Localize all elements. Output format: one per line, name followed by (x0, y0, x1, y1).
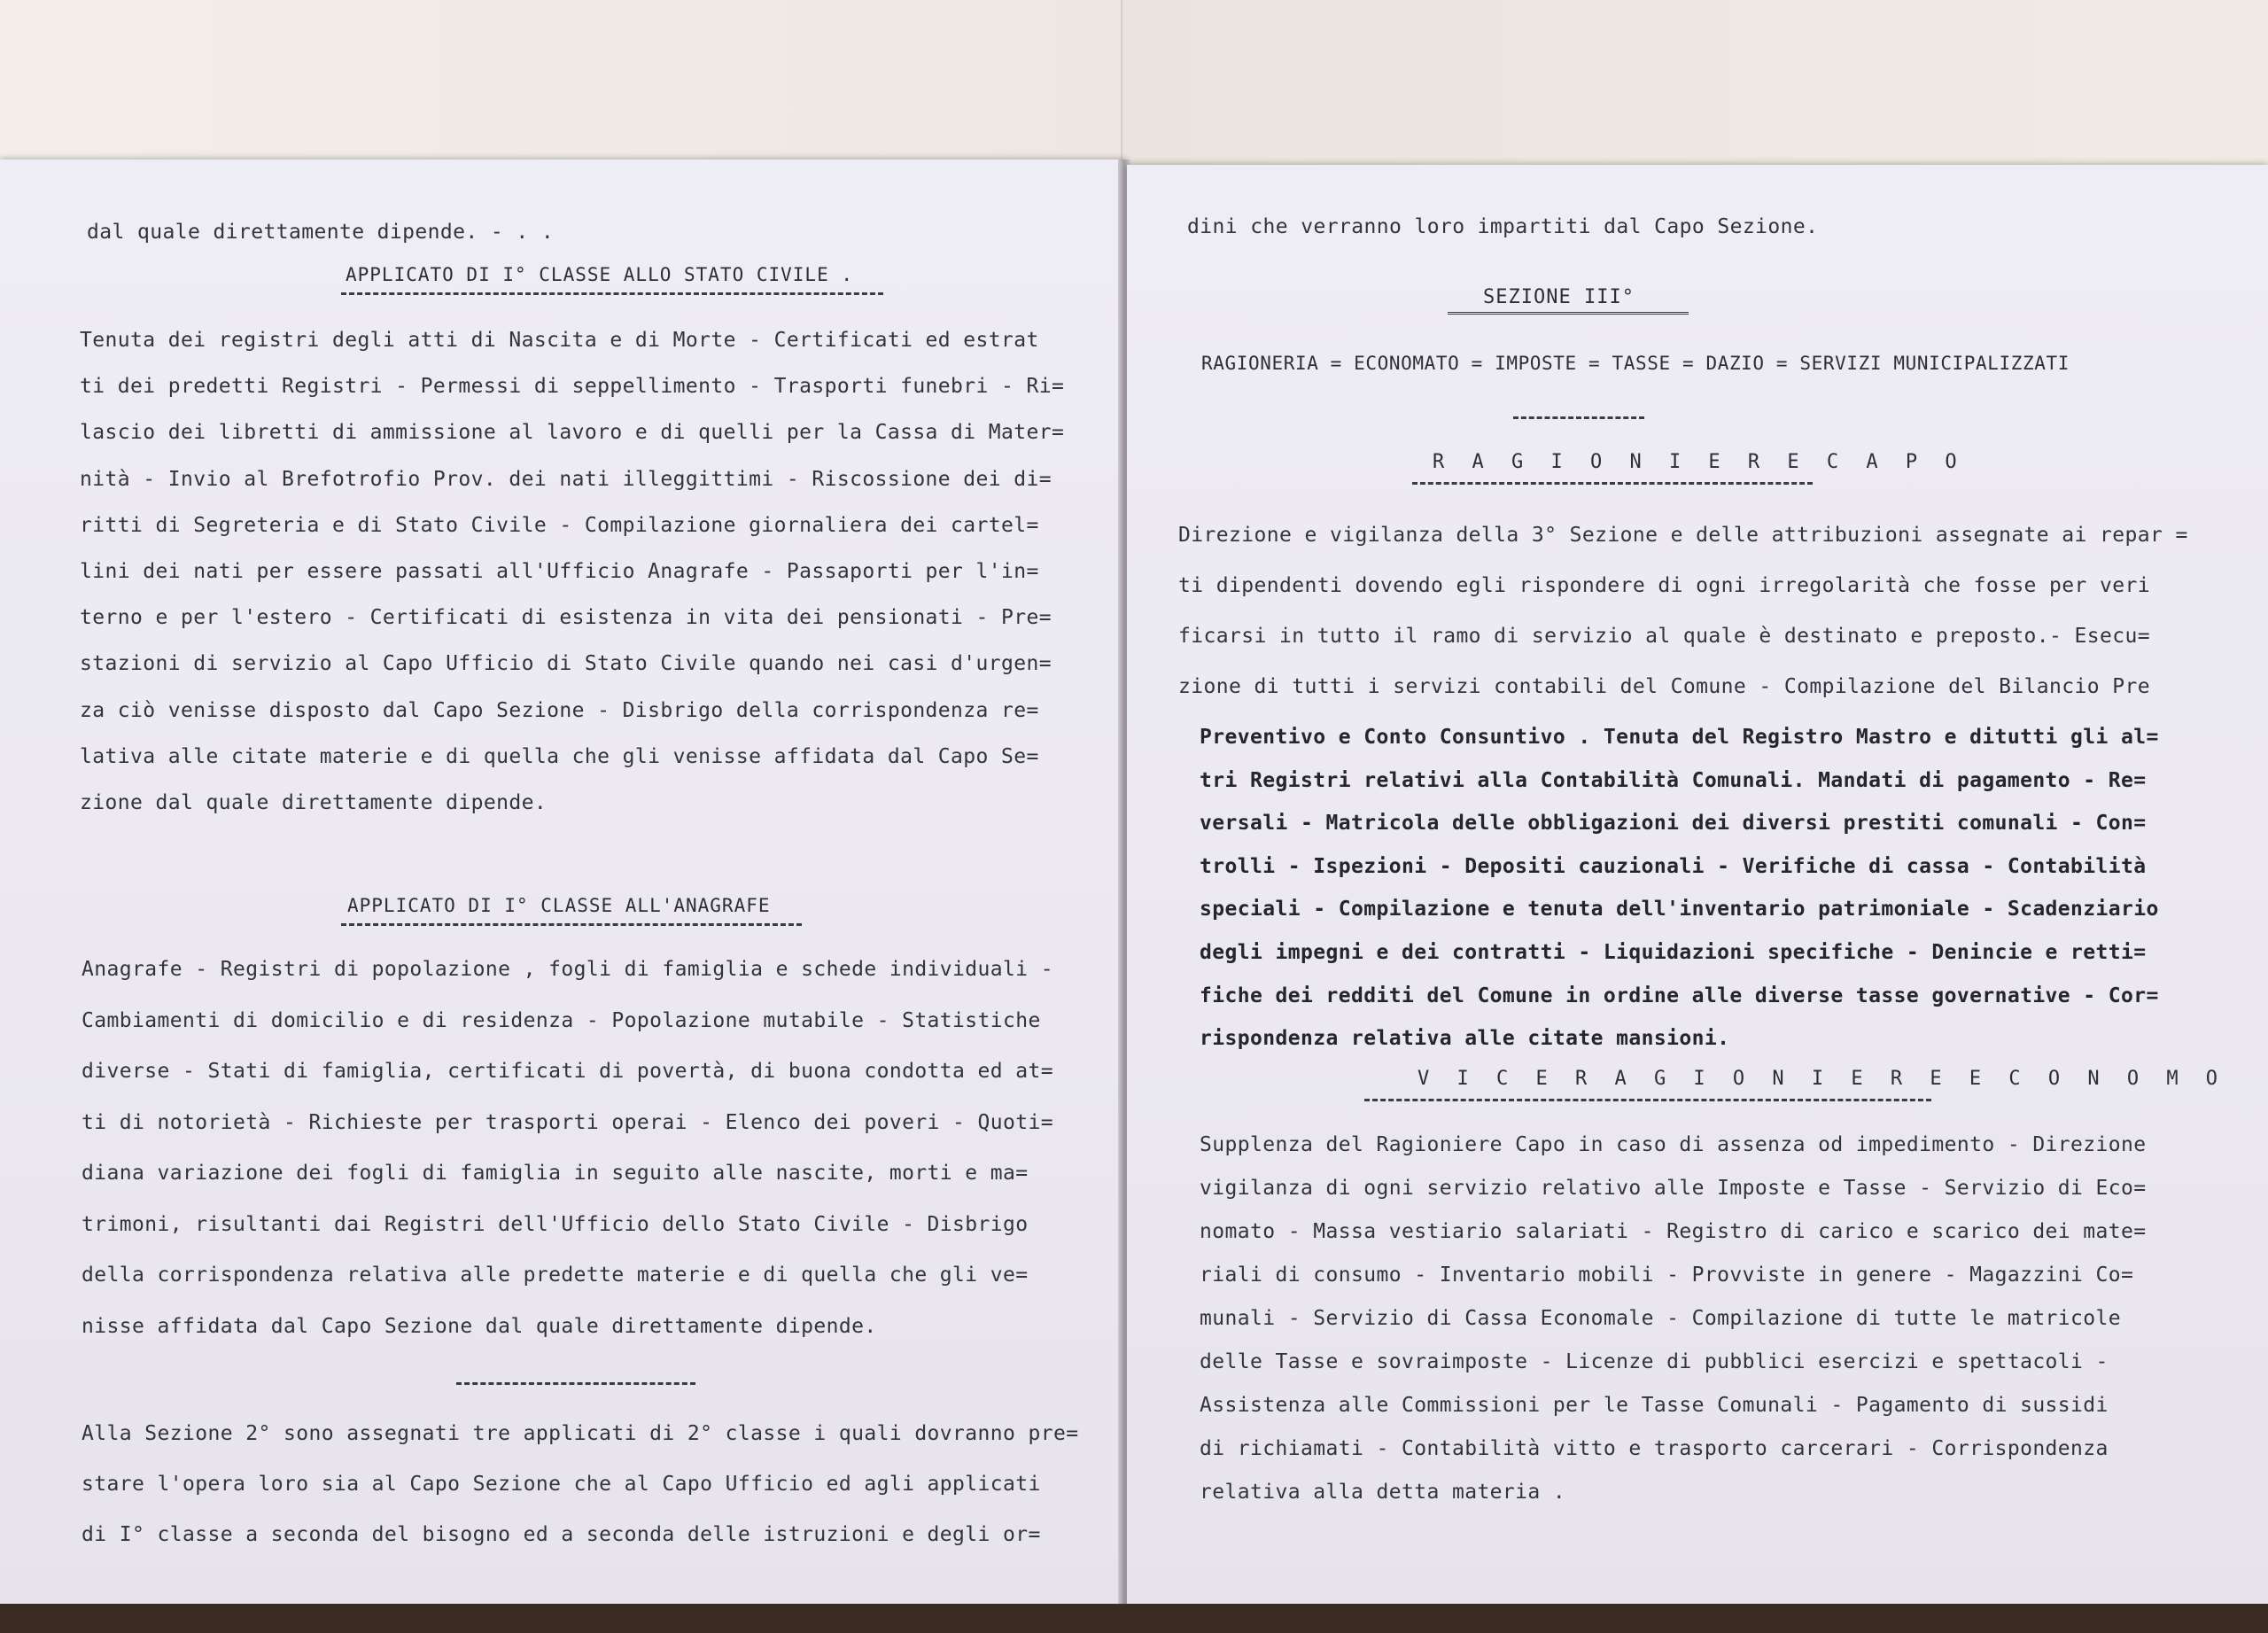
text-line: speciali - Compilazione e tenuta dell'inventario patrimoniale - Scadenziario (1200, 898, 2159, 921)
text-line: delle Tasse e sovraimposte - Licenze di pubblici esercizi e spettacoli - (1200, 1350, 2109, 1373)
text-line: Tenuta dei registri degli atti di Nascita e di Morte - Certificati ed estrat (80, 329, 1039, 352)
text-line: di richiamati - Contabilità vitto e trasporto carcerari - Corrispondenza (1200, 1437, 2109, 1460)
right-top-line: dini che verranno loro impartiti dal Capo Sezione. (1187, 215, 1819, 238)
text-line: fiche dei redditi del Comune in ordine alle diverse tasse governative - Cor= (1200, 984, 2159, 1007)
section-subtitle-rule (1513, 416, 1644, 419)
text-line: rispondenza relativa alle citate mansioni. (1200, 1027, 1730, 1051)
text-line: della corrispondenza relativa alle predette materie e di quella che gli ve= (82, 1264, 1029, 1287)
text-line: Assistenza alle Commissioni per le Tasse Comunali - Pagamento di sussidi (1200, 1394, 2109, 1417)
text-line: za ciò venisse disposto dal Capo Sezione - Disbrigo della corrispondenza re= (80, 698, 1039, 722)
left-top-line: dal quale direttamente dipende. - . . (87, 221, 555, 244)
heading-ragioniere-capo-underline (1412, 482, 1813, 485)
text-line: ti di notorietà - Richieste per trasporti operai - Elenco dei poveri - Quoti= (82, 1110, 1054, 1134)
text-line: di I° classe a seconda del bisogno ed a seconda delle istruzioni e degli or= (82, 1523, 1041, 1546)
text-line: Anagrafe - Registri di popolazione , fogli di famiglia e schede individuali - (82, 958, 1054, 981)
text-line: ti dei predetti Registri - Permessi di seppellimento - Trasporti funebri - Ri= (80, 375, 1065, 399)
text-line: diana variazione dei fogli di famiglia in seguito alle nascite, morti e ma= (82, 1162, 1029, 1185)
text-line: ritti di Segreteria e di Stato Civile - Compilazione giornaliera dei cartel= (80, 513, 1039, 537)
text-line: munali - Servizio di Cassa Economale - Compilazione di tutte le matricole (1200, 1307, 2122, 1330)
text-line: trimoni, risultanti dai Registri dell'Ufficio dello Stato Civile - Disbrigo (82, 1212, 1029, 1236)
text-line: Preventivo e Conto Consuntivo . Tenuta del Registro Mastro e ditutti gli al= (1200, 726, 2159, 749)
text-line: Direzione e vigilanza della 3° Sezione e delle attribuzioni assegnate ai repar = (1178, 524, 2188, 547)
text-line: zione dal quale direttamente dipende. (80, 791, 548, 814)
text-line: lativa alle citate materie e di quella che gli venisse affidata dal Capo Se= (80, 744, 1039, 768)
section-title-underline (1448, 312, 1689, 317)
text-line: ti dipendenti dovendo egli rispondere di ogni irregolarità che fosse per veri (1178, 574, 2151, 597)
text-line: ficarsi in tutto il ramo di servizio al quale è destinato e preposto.- Esecu= (1178, 625, 2151, 648)
text-line: nità - Invio al Brefotrofio Prov. dei nati illeggittimi - Riscossione dei di= (80, 467, 1052, 491)
heading-vice-ragioniere-underline (1364, 1099, 1931, 1101)
text-line: versali - Matricola delle obbligazioni dei diversi prestiti comunali - Con= (1200, 812, 2147, 836)
text-line: riali di consumo - Inventario mobili - Provviste in genere - Magazzini Co= (1200, 1264, 2134, 1287)
text-line: relativa alla detta materia . (1200, 1481, 1566, 1504)
text-line: lascio dei libretti di ammissione al lavoro e di quelli per la Cassa di Mater= (80, 421, 1065, 445)
text-line: nomato - Massa vestiario salariati - Registro di carico e scarico dei mate= (1200, 1220, 2147, 1243)
text-line: zione di tutti i servizi contabili del Comune - Compilazione del Bilancio Pre (1178, 675, 2151, 698)
left-heading-2-underline (341, 923, 802, 926)
section-subtitle: RAGIONERIA = ECONOMATO = IMPOSTE = TASSE = DAZIO = SERVIZI MUNICIPALIZZATI (1201, 353, 2070, 374)
heading-vice-ragioniere: V I C E R A G I O N I E R E E C O N O M O (1418, 1068, 2226, 1090)
text-line: stazioni di servizio al Capo Ufficio di Stato Civile quando nei casi d'urgen= (80, 652, 1052, 676)
left-separator-rule (456, 1382, 695, 1385)
right-page (1127, 165, 2268, 1614)
section-title: SEZIONE III° (1483, 286, 1635, 308)
text-line: diverse - Stati di famiglia, certificati di povertà, di buona condotta ed at= (82, 1060, 1054, 1083)
heading-ragioniere-capo: R A G I O N I E R E C A P O (1433, 451, 1965, 473)
text-line: stare l'opera loro sia al Capo Sezione che al Capo Ufficio ed agli applicati (82, 1473, 1041, 1496)
left-heading-anagrafe: APPLICATO DI I° CLASSE ALL'ANAGRAFE (347, 895, 771, 916)
text-line: lini dei nati per essere passati all'Ufficio Anagrafe - Passaporti per l'in= (80, 560, 1039, 583)
text-line: vigilanza di ogni servizio relativo alle Imposte e Tasse - Servizio di Eco= (1200, 1177, 2147, 1200)
text-line: Alla Sezione 2° sono assegnati tre applicati di 2° classe i quali dovranno pre= (82, 1422, 1079, 1445)
left-heading-stato-civile: APPLICATO DI I° CLASSE ALLO STATO CIVILE . (346, 264, 854, 285)
text-line: tri Registri relativi alla Contabilità Comunali. Mandati di pagamento - Re= (1200, 768, 2147, 792)
text-line: nisse affidata dal Capo Sezione dal quale direttamente dipende. (82, 1314, 877, 1338)
text-line: Supplenza del Ragioniere Capo in caso di assenza od impedimento - Direzione (1200, 1133, 2147, 1156)
text-line: trolli - Ispezioni - Depositi cauzionali - Verifiche di cassa - Contabilità (1200, 854, 2147, 878)
text-line: Cambiamenti di domicilio e di residenza - Popolazione mutabile - Statistiche (82, 1008, 1041, 1032)
left-page (0, 159, 1126, 1608)
text-line: degli impegni e dei contratti - Liquidazioni specifiche - Denincie e retti= (1200, 941, 2147, 964)
text-line: terno e per l'estero - Certificati di esistenza in vita dei pensionati - Pre= (80, 606, 1052, 630)
left-heading-1-underline (341, 292, 883, 295)
desk-edge (0, 1604, 2268, 1633)
